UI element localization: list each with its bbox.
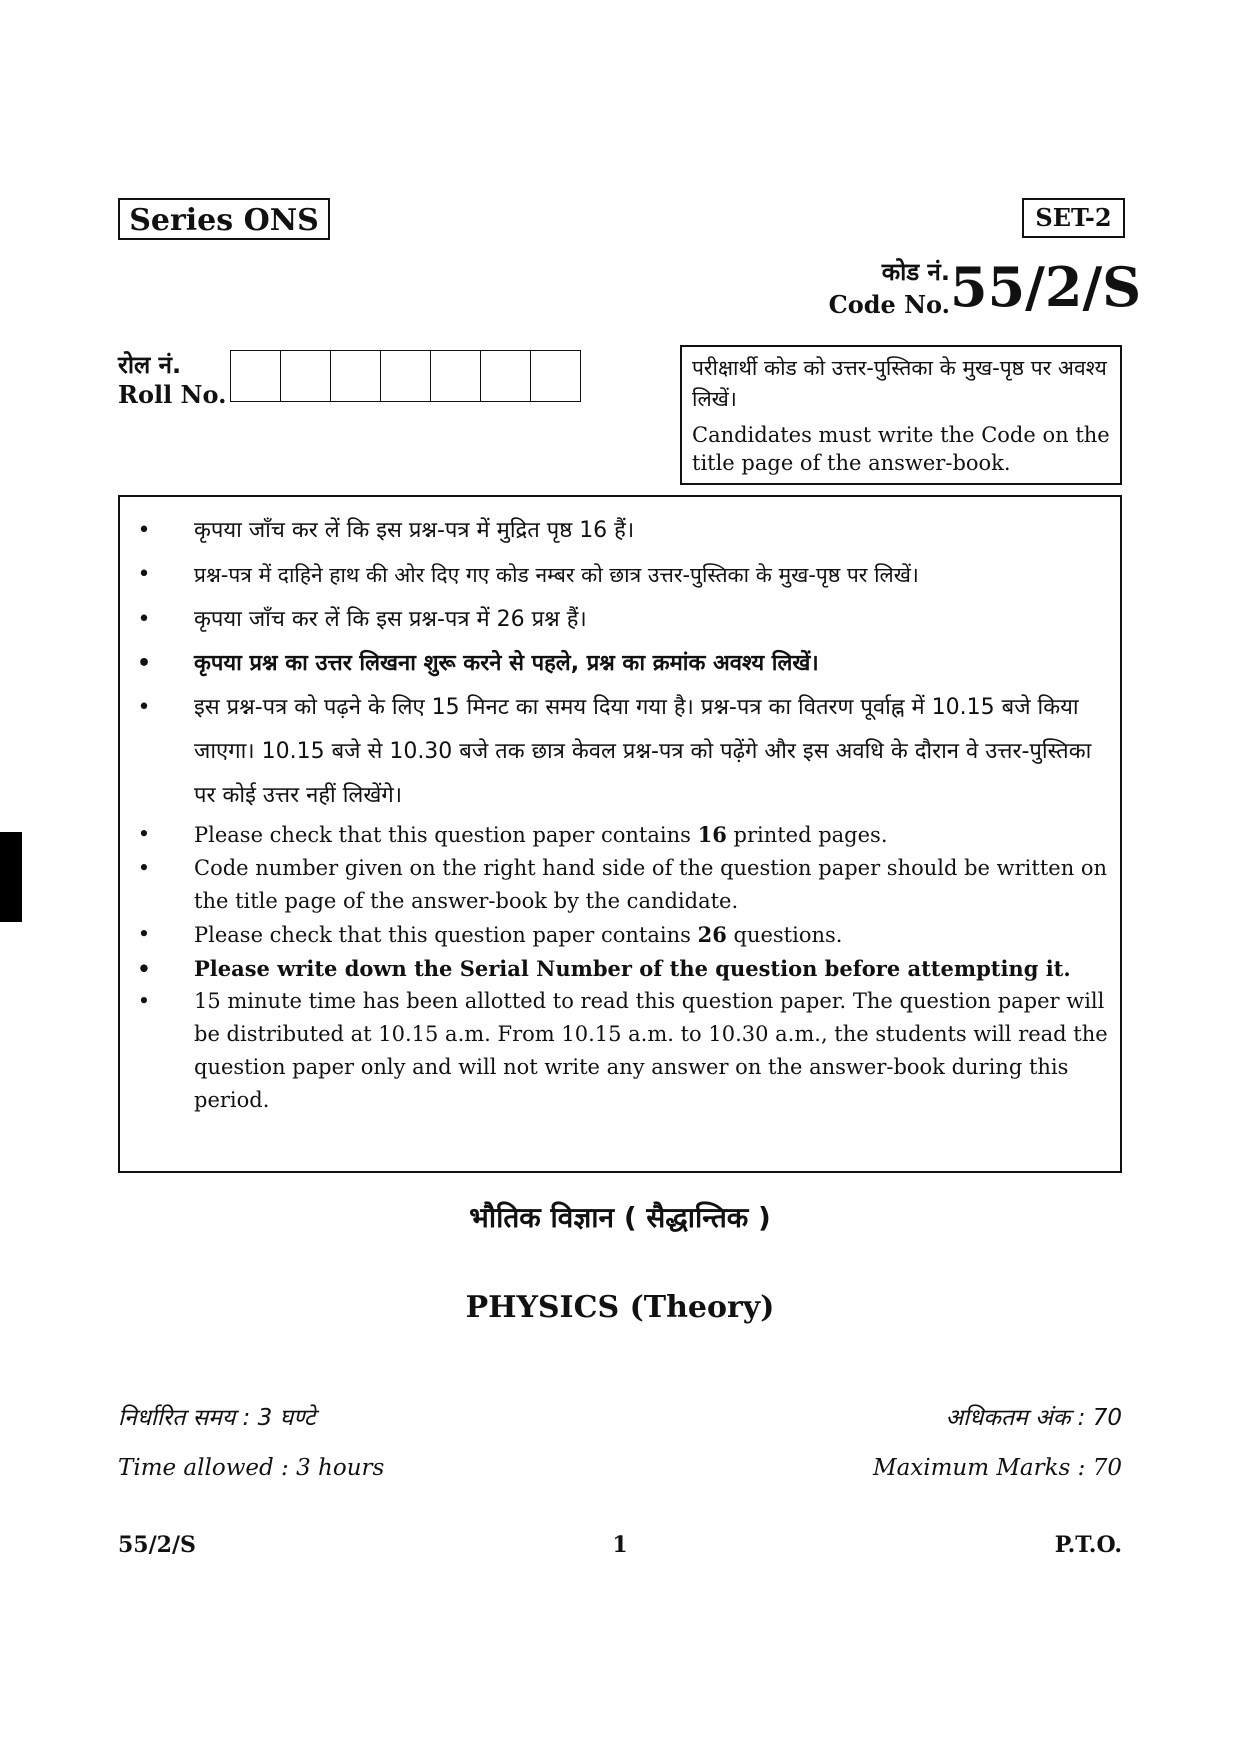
- instruction-english-3: [120, 918, 1108, 952]
- instruction-hindi-5: [120, 686, 1108, 818]
- bullet-icon: •: [137, 518, 151, 543]
- instruction-hindi-4: [120, 642, 1108, 686]
- code-instruction-box: [680, 345, 1122, 485]
- footer-code: 55/2/S: [118, 1532, 196, 1558]
- bullet-icon: •: [137, 956, 151, 981]
- instruction-english-2: [120, 852, 1108, 918]
- question-count: 26: [697, 922, 727, 947]
- margin-marker: [0, 832, 22, 922]
- subject-title-hindi: भौतिक विज्ञान ( सैद्धान्तिक ): [469, 1201, 771, 1234]
- roll-label-hindi: रोल नं.: [118, 351, 182, 379]
- instructions-box: [118, 495, 1122, 1173]
- instruction-hindi-1: [120, 509, 1108, 553]
- instruction-english-1: [120, 818, 1108, 852]
- subject-title-english: PHYSICS (Theory): [465, 1290, 775, 1325]
- roll-digit-box[interactable]: [531, 351, 580, 401]
- instruction-hindi-2: [120, 553, 1108, 598]
- roll-digit-box[interactable]: [331, 351, 381, 401]
- max-marks-english: Maximum Marks : 70: [873, 1455, 1122, 1481]
- instruction-text: printed pages.: [726, 823, 888, 847]
- series-label: Series ONS: [118, 198, 330, 240]
- instruction-text: questions.: [726, 923, 843, 947]
- instruction-text: Please write down the Serial Number of the question before attempting it.: [194, 956, 1071, 981]
- roll-digit-box[interactable]: [281, 351, 331, 401]
- bullet-icon: •: [137, 607, 151, 632]
- instruction-english-5: [120, 985, 1108, 1117]
- bullet-icon: •: [137, 856, 151, 880]
- max-marks-hindi: अधिकतम अंक : 70: [945, 1405, 1122, 1431]
- time-allowed-english: Time allowed : 3 hours: [118, 1455, 385, 1481]
- pto-label: P.T.O.: [1054, 1532, 1122, 1558]
- instruction-text: Please check that this question paper contains: [194, 923, 698, 947]
- roll-digit-box[interactable]: [431, 351, 481, 401]
- bullet-icon: •: [137, 822, 151, 846]
- roll-digit-box[interactable]: [231, 351, 281, 401]
- code-label-english: Code No.: [828, 290, 950, 319]
- instruction-text: कृपया जाँच कर लें कि इस प्रश्न-पत्र में 26 प्रश्न हैं।: [194, 607, 587, 632]
- page-number: 1: [612, 1532, 628, 1558]
- instruction-hindi-3: [120, 598, 1108, 642]
- instruction-text: प्रश्न-पत्र में दाहिने हाथ की ओर दिए गए कोड नम्बर को छात्र उत्तर-पुस्तिका के मुख-पृष्ठ पर लिखें।: [194, 563, 919, 587]
- bullet-icon: •: [136, 651, 152, 676]
- bullet-icon: •: [137, 989, 151, 1013]
- bullet-icon: •: [137, 922, 151, 946]
- instruction-text: 15 minute time has been allotted to read this question paper. The question paper will be distributed at 10.15 a.m. From 10.15 a.m. to 10.30 a.m., the students will read the question paper only and will not write any answer on the answer-book during this period.: [194, 989, 1108, 1112]
- roll-label-english: Roll No.: [118, 380, 227, 409]
- roll-digit-box[interactable]: [481, 351, 531, 401]
- instruction-english-4: [120, 952, 1108, 985]
- set-label: SET-2: [1022, 198, 1125, 238]
- instruction-text: Please check that this question paper contains: [194, 823, 698, 847]
- code-instruction-english: Candidates must write the Code on the title page of the answer-book.: [692, 423, 1110, 475]
- instruction-text: Code number given on the right hand side of the question paper should be written on the title page of the answer-book by the candidate.: [194, 856, 1108, 913]
- page-count: 16: [697, 822, 727, 847]
- code-instruction-hindi: परीक्षार्थी कोड को उत्तर-पुस्तिका के मुख-पृष्ठ पर अवश्य लिखें।: [692, 356, 1107, 411]
- code-number: 55/2/S: [950, 255, 1142, 319]
- instruction-text: कृपया प्रश्न का उत्तर लिखना शुरू करने से पहले, प्रश्न का क्रमांक अवश्य लिखें।: [194, 651, 819, 676]
- roll-digit-box[interactable]: [381, 351, 431, 401]
- instruction-text: कृपया जाँच कर लें कि इस प्रश्न-पत्र में मुद्रित पृष्ठ 16 हैं।: [194, 518, 635, 543]
- code-label-hindi: कोड नं.: [881, 258, 950, 286]
- bullet-icon: •: [137, 695, 151, 720]
- roll-number-boxes[interactable]: [230, 350, 581, 402]
- time-allowed-hindi: निर्धारित समय : 3 घण्टे: [118, 1405, 316, 1431]
- instruction-text: इस प्रश्न-पत्र को पढ़ने के लिए 15 मिनट का समय दिया गया है। प्रश्न-पत्र का वितरण पूर्वाह्न में 10.15 बजे किया जाएगा। 10.15 बजे से 10.30 बजे तक छात्र केवल प्रश्न-पत्र को पढ़ेंगे और इस अवधि के दौरान वे उत्तर-पुस्तिका पर कोई उत्तर नहीं लिखेंगे।: [194, 695, 1092, 808]
- bullet-icon: •: [137, 562, 151, 587]
